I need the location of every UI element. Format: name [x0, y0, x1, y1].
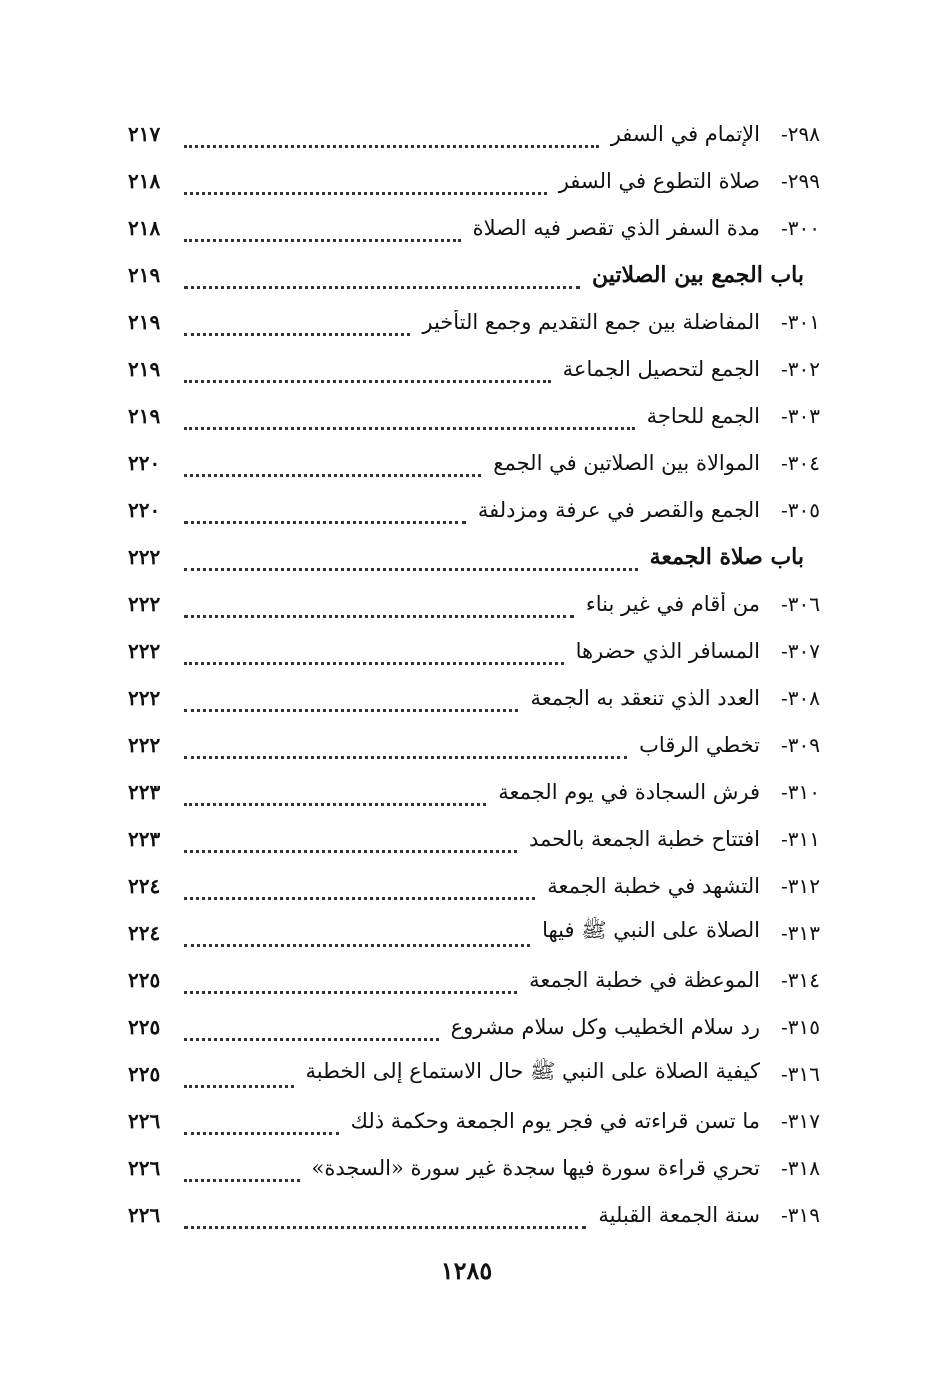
toc-entry-page: ٢٢٣ — [128, 826, 161, 851]
toc-entry-title: الجمع للحاجة — [646, 403, 760, 428]
dot-leader — [184, 360, 551, 383]
toc-entry — [128, 204, 820, 251]
toc-entry — [128, 157, 820, 204]
toc-entry — [128, 1191, 820, 1238]
toc-entry-number: ٣٠٥- — [781, 497, 820, 522]
dot-leader — [184, 1112, 339, 1135]
toc-entry-title: من أقام في غير بناء — [585, 591, 760, 616]
toc-entry-page: ٢٢٢ — [128, 685, 161, 710]
toc-entry-title: مدة السفر الذي تقصر فيه الصلاة — [472, 215, 760, 240]
toc-entry-title: الموعظة في خطبة الجمعة — [529, 967, 760, 992]
dot-leader — [184, 219, 461, 242]
dot-leader — [184, 783, 486, 806]
dot-leader — [184, 1018, 439, 1041]
toc-entry-page: ٢١٧ — [128, 121, 161, 146]
dot-leader — [184, 407, 635, 430]
toc-entry-number: ٣١٩- — [781, 1202, 820, 1227]
toc-entry-number: ٣١١- — [781, 826, 820, 851]
toc-section-heading — [128, 533, 820, 580]
toc-entry-title: المفاضلة بين جمع التقديم وجمع التأخير — [422, 309, 760, 334]
toc-entry — [128, 345, 820, 392]
toc-entry-title: فرش السجادة في يوم الجمعة — [498, 779, 760, 804]
toc-entry-number: ٣٠٧- — [781, 638, 820, 663]
toc-entry-page: ٢١٨ — [128, 215, 161, 240]
toc-entry-page: ٢٢٢ — [128, 544, 161, 569]
toc-entry-title: سنة الجمعة القبلية — [598, 1202, 760, 1227]
toc-entry-number: ٢٩٩- — [781, 168, 820, 193]
toc-entry-number: ٣٠٤- — [781, 450, 820, 475]
toc-entry-number: ٣٠٨- — [781, 685, 820, 710]
dot-leader — [184, 548, 638, 571]
dot-leader — [184, 971, 517, 994]
toc-entry-page: ٢١٩ — [128, 309, 161, 334]
dot-leader — [184, 830, 517, 853]
toc-entry-title: الموالاة بين الصلاتين في الجمع — [493, 450, 760, 475]
toc-entry-page: ٢١٨ — [128, 168, 161, 193]
dot-leader — [184, 924, 530, 947]
toc-entry-page: ٢٢٥ — [128, 1061, 161, 1086]
toc-entry — [128, 909, 820, 956]
toc-entry-number: ٣١٥- — [781, 1014, 820, 1039]
toc-entry-title: الجمع والقصر في عرفة ومزدلفة — [477, 497, 760, 522]
toc-entry-number: ٣١٢- — [781, 873, 820, 898]
toc-entry — [128, 486, 820, 533]
toc-heading-title: باب الجمع بين الصلاتين — [592, 261, 804, 288]
toc-entry — [128, 580, 820, 627]
toc-entry-title: رد سلام الخطيب وكل سلام مشروع — [450, 1014, 760, 1039]
toc-entry — [128, 439, 820, 486]
dot-leader — [184, 736, 627, 759]
toc-entry-number: ٣١٧- — [781, 1108, 820, 1133]
toc-entry-number: ٣١٠- — [781, 779, 820, 804]
toc-entry-page: ٢٢٤ — [128, 873, 161, 898]
toc-entry — [128, 1097, 820, 1144]
toc-entry — [128, 815, 820, 862]
toc-entry-number: ٣٠٦- — [781, 591, 820, 616]
toc-entry-page: ٢٢٢ — [128, 732, 161, 757]
toc-entry — [128, 721, 820, 768]
toc-entry-page: ٢٢٥ — [128, 967, 161, 992]
toc-entry-title: تخطي الرقاب — [639, 732, 760, 757]
dot-leader — [184, 642, 564, 665]
toc-entry-title: افتتاح خطبة الجمعة بالحمد — [528, 826, 760, 851]
toc-entry — [128, 862, 820, 909]
dot-leader — [184, 1065, 294, 1088]
toc-entry — [128, 298, 820, 345]
toc-entry-page: ٢٢٠ — [128, 450, 161, 475]
toc-entry-title: العدد الذي تنعقد به الجمعة — [530, 685, 760, 710]
toc-entry — [128, 1003, 820, 1050]
toc-entry-page: ٢١٩ — [128, 403, 161, 428]
toc-entry-title: تحري قراءة سورة فيها سجدة غير سورة «السجدة» — [311, 1155, 760, 1180]
toc-entry-page: ٢٢٠ — [128, 497, 161, 522]
toc-entry-title: كيفية الصلاة على النبي ﷺ حال الاستماع إلى الخطبة — [305, 1059, 760, 1083]
dot-leader — [184, 501, 466, 524]
toc-entry-title: المسافر الذي حضرها — [575, 638, 760, 663]
dot-leader — [184, 313, 410, 336]
dot-leader — [184, 172, 547, 195]
toc-entry — [128, 392, 820, 439]
toc-entry-page: ٢٢٦ — [128, 1202, 161, 1227]
toc-entry-page: ٢١٩ — [128, 262, 161, 287]
toc-entry-title: صلاة التطوع في السفر — [558, 168, 760, 193]
toc-entry — [128, 956, 820, 1003]
dot-leader — [184, 689, 518, 712]
toc-entry-page: ٢٢٦ — [128, 1155, 161, 1180]
toc-entry-page: ٢١٩ — [128, 356, 161, 381]
dot-leader — [184, 877, 535, 900]
dot-leader — [184, 595, 574, 618]
dot-leader — [184, 266, 580, 289]
toc-entry-number: ٣١٤- — [781, 967, 820, 992]
toc-entry-number: ٣٠٩- — [781, 732, 820, 757]
toc-section-heading — [128, 251, 820, 298]
toc-entry-page: ٢٢٣ — [128, 779, 161, 804]
toc-entry-title: التشهد في خطبة الجمعة — [547, 873, 760, 898]
toc-entry — [128, 1050, 820, 1097]
toc-entry-number: ٣١٣- — [781, 920, 820, 945]
table-of-contents — [128, 110, 820, 1238]
toc-entry-page: ٢٢٤ — [128, 920, 161, 945]
dot-leader — [184, 454, 481, 477]
toc-entry — [128, 674, 820, 721]
toc-entry-number: ٣٠١- — [781, 309, 820, 334]
toc-entry-title: الصلاة على النبي ﷺ فيها — [542, 918, 760, 942]
toc-entry-number: ٣٠٣- — [781, 403, 820, 428]
toc-entry — [128, 768, 820, 815]
toc-entry — [128, 1144, 820, 1191]
toc-entry-number: ٣٠٠- — [781, 215, 820, 240]
toc-heading-title: باب صلاة الجمعة — [649, 543, 804, 570]
toc-entry-page: ٢٢٢ — [128, 638, 161, 663]
toc-entry-title: ما تسن قراءته في فجر يوم الجمعة وحكمة ذلك — [350, 1108, 760, 1133]
toc-entry-page: ٢٢٥ — [128, 1014, 161, 1039]
toc-entry — [128, 110, 820, 157]
toc-entry-number: ٣١٨- — [781, 1155, 820, 1180]
toc-entry-title: الإتمام في السفر — [610, 121, 760, 146]
toc-entry-title: الجمع لتحصيل الجماعة — [562, 356, 760, 381]
dot-leader — [184, 125, 599, 148]
toc-entry-number: ٣٠٢- — [781, 356, 820, 381]
toc-entry — [128, 627, 820, 674]
toc-entry-page: ٢٢٢ — [128, 591, 161, 616]
page-number: ١٢٨٥ — [440, 1256, 493, 1285]
toc-entry-number: ٣١٦- — [781, 1061, 820, 1086]
toc-entry-number: ٢٩٨- — [781, 121, 820, 146]
dot-leader — [184, 1206, 586, 1229]
dot-leader — [184, 1159, 300, 1182]
toc-entry-page: ٢٢٦ — [128, 1108, 161, 1133]
